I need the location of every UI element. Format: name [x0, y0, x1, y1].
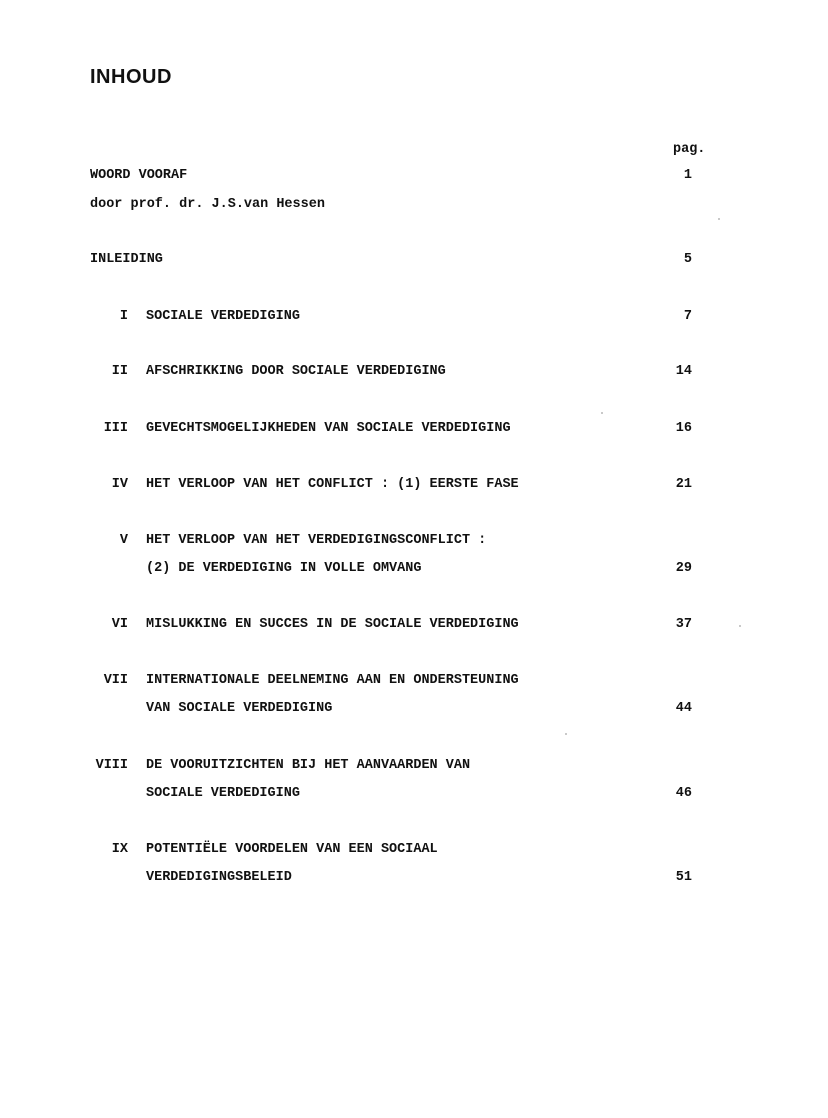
chapter-page: 44 [675, 701, 692, 716]
chapter-title-continued: (2) DE VERDEDIGING IN VOLLE OMVANG [146, 561, 422, 576]
chapter-page: 37 [675, 617, 692, 632]
chapter-numeral: IX [111, 842, 128, 857]
chapter-numeral: VIII [95, 758, 128, 773]
chapter-title: SOCIALE VERDEDIGING [146, 309, 300, 324]
chapter-title: GEVECHTSMOGELIJKHEDEN VAN SOCIALE VERDEDIGING [146, 421, 511, 436]
chapter-page: 14 [675, 364, 692, 379]
scan-speck [739, 625, 741, 627]
introduction-title: INLEIDING [90, 252, 163, 267]
chapter-page: 29 [675, 561, 692, 576]
scan-speck [718, 218, 720, 220]
chapter-numeral: II [111, 364, 128, 379]
chapter-page: 46 [675, 786, 692, 801]
chapter-numeral: III [103, 421, 128, 436]
chapter-title: HET VERLOOP VAN HET VERDEDIGINGSCONFLICT : [146, 533, 487, 548]
chapter-title: HET VERLOOP VAN HET CONFLICT : (1) EERSTE FASE [146, 477, 519, 492]
chapter-title: INTERNATIONALE DEELNEMING AAN EN ONDERSTEUNING [146, 673, 519, 688]
chapter-numeral: I [119, 309, 128, 324]
preface-byline: door prof. dr. J.S.van Hessen [90, 197, 325, 212]
chapter-numeral: V [119, 533, 128, 548]
chapter-title: DE VOORUITZICHTEN BIJ HET AANVAARDEN VAN [146, 758, 471, 773]
chapter-numeral: IV [111, 477, 128, 492]
chapter-page: 16 [675, 421, 692, 436]
chapter-numeral: VI [111, 617, 128, 632]
chapter-title: POTENTIËLE VOORDELEN VAN EEN SOCIAAL [146, 842, 438, 857]
page-title: INHOUD [90, 66, 172, 88]
chapter-numeral: VII [103, 673, 128, 688]
chapter-title-continued: VERDEDIGINGSBELEID [146, 870, 292, 885]
chapter-page: 21 [675, 477, 692, 492]
chapter-page: 7 [683, 309, 692, 324]
scan-speck [565, 733, 567, 735]
chapter-title: MISLUKKING EN SUCCES IN DE SOCIALE VERDEDIGING [146, 617, 519, 632]
chapter-page: 51 [675, 870, 692, 885]
introduction-page: 5 [683, 252, 692, 267]
chapter-title-continued: VAN SOCIALE VERDEDIGING [146, 701, 333, 716]
page-column-label: pag. [673, 142, 706, 157]
preface-title: WOORD VOORAF [90, 168, 188, 183]
scan-speck [601, 412, 603, 414]
preface-page: 1 [683, 168, 692, 183]
chapter-title: AFSCHRIKKING DOOR SOCIALE VERDEDIGING [146, 364, 446, 379]
chapter-title-continued: SOCIALE VERDEDIGING [146, 786, 300, 801]
